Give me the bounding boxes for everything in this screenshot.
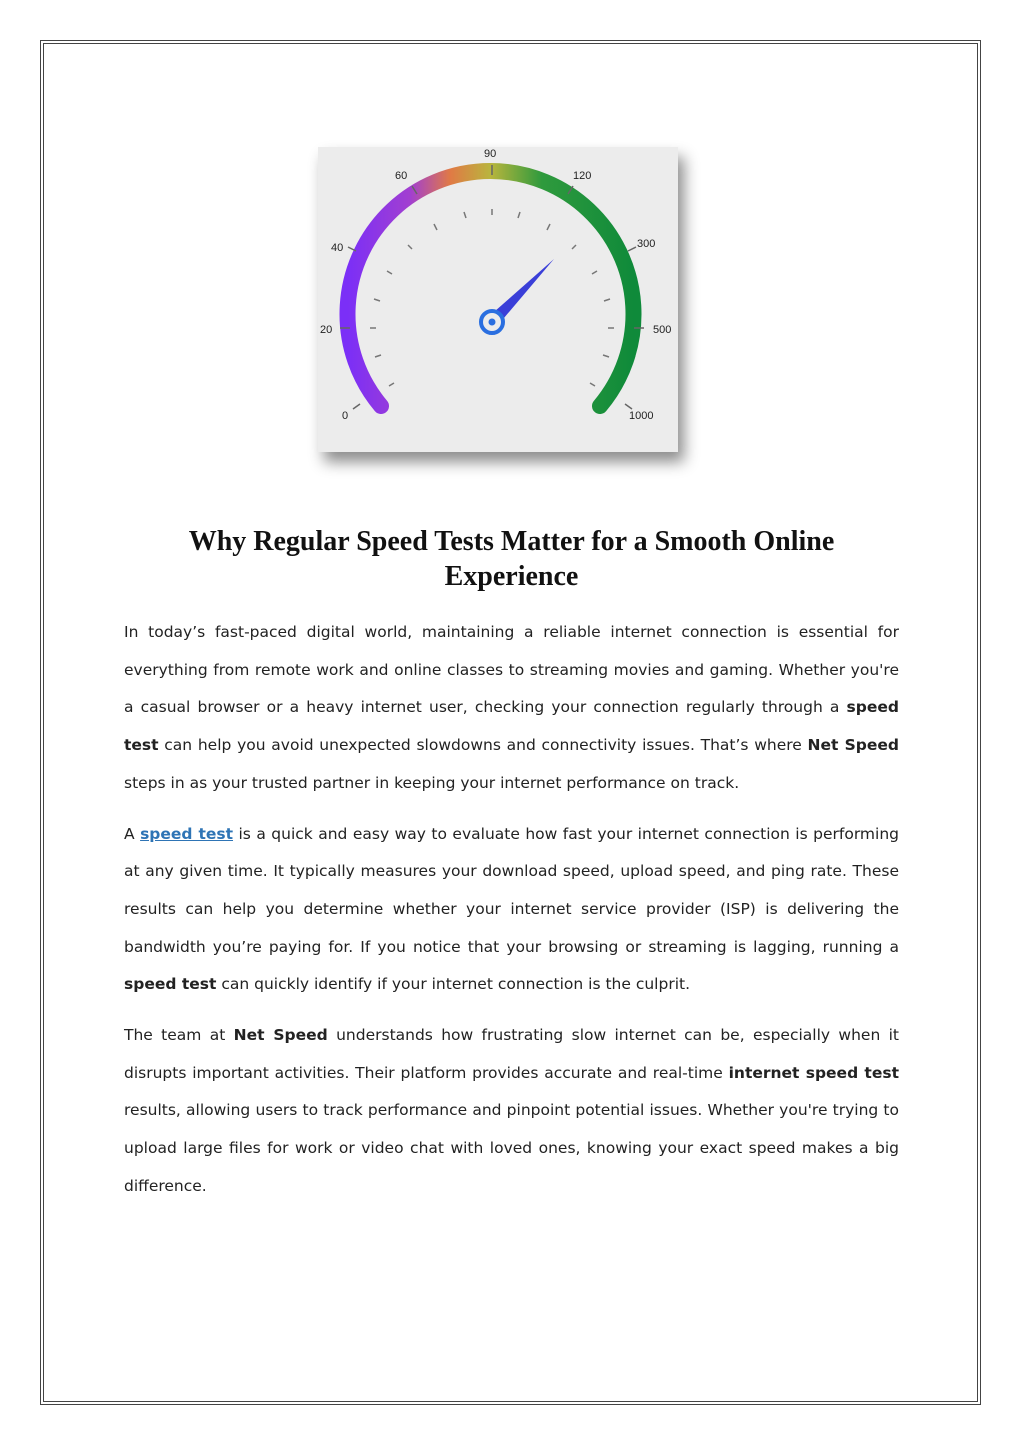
gauge-label-40: 40	[331, 242, 344, 254]
text-span: The team at	[124, 1026, 234, 1045]
gauge-label-300: 300	[637, 238, 656, 250]
text-span: steps in as your trusted partner in keeping your internet performance on track.	[124, 773, 740, 792]
gauge-major-ticks	[340, 165, 644, 409]
speedometer-image	[318, 147, 678, 452]
gauge-arc	[348, 171, 634, 406]
text-span: results, allowing users to track performance and pinpoint potential issues. Whether you're trying to upload large files for work or video chat with loved ones, knowing your exact speed makes a big difference.	[124, 1101, 899, 1195]
text-span: A	[124, 824, 141, 843]
article-title: Why Regular Speed Tests Matter for a Smooth Online Experience	[188, 526, 835, 592]
bold-term: Net Speed	[233, 1026, 328, 1045]
gauge-minor-ticks	[370, 209, 614, 386]
text-span: can help you avoid unexpected slowdowns and connectivity issues. That’s where	[158, 736, 808, 755]
bold-term: speed test	[124, 975, 217, 994]
article-body	[124, 614, 899, 1219]
text-span: can quickly identify if your internet connection is the culprit.	[216, 975, 691, 994]
gauge-label-60: 60	[395, 170, 408, 182]
gauge-label-0: 0	[342, 410, 349, 422]
paragraph-2	[124, 816, 899, 1005]
speed-test-link[interactable]: speed test	[140, 824, 234, 843]
gauge-label-500: 500	[653, 324, 672, 336]
bold-term: speed test	[124, 698, 899, 755]
bold-term: internet speed test	[728, 1063, 899, 1082]
gauge-hub-center	[489, 319, 496, 326]
text-span: understands how frustrating slow internet can be, especially when it disrupts important activities. Their platform provides accurate and real-time	[124, 1026, 899, 1082]
bold-term: Net Speed	[807, 736, 899, 755]
gauge-label-90: 90	[484, 148, 497, 160]
gauge-label-120: 120	[573, 170, 592, 182]
paragraph-3	[124, 1017, 899, 1206]
text-span: is a quick and easy way to evaluate how fast your internet connection is performing at any given time. It typically measures your download speed, upload speed, and ping rate. These results can help you determine whether your internet service provider (ISP) is delivering the bandwidth you’re paying for. If you notice that your browsing or streaming is lagging, running a	[124, 824, 899, 956]
gauge-label-20: 20	[320, 324, 333, 336]
gauge-label-1000: 1000	[629, 410, 654, 422]
speedometer-gauge	[318, 147, 678, 452]
paragraph-1	[124, 614, 899, 803]
text-span: In today’s fast-paced digital world, maintaining a reliable internet connection is essential for everything from remote work and online classes to streaming movies and gaming. Whether you're a casual browser or a heavy internet user, checking your connection regularly through a	[124, 623, 899, 717]
